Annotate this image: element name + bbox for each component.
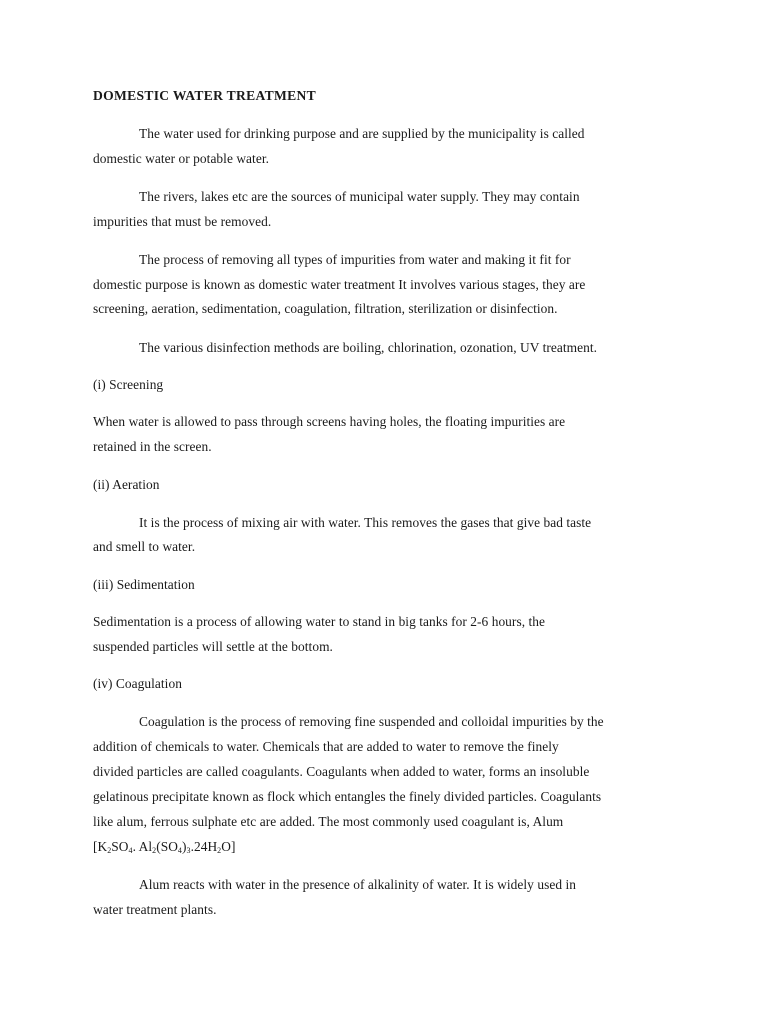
paragraph-line: Sedimentation is a process of allowing water to stand in big tanks for 2-6 hours, the: [93, 614, 546, 629]
paragraph-line: It is the process of mixing air with water. This removes the gases that give bad taste: [139, 515, 592, 530]
section-heading-aeration: (ii) Aeration: [93, 477, 160, 492]
paragraph-line: impurities that must be removed.: [93, 214, 272, 229]
paragraph-line: Coagulation is the process of removing fine suspended and colloidal impurities by the: [139, 714, 604, 729]
paragraph-line: addition of chemicals to water. Chemicals that are added to water to remove the finely: [93, 739, 559, 754]
paragraph-line: like alum, ferrous sulphate etc are added. The most commonly used coagulant is, Alum: [93, 814, 564, 829]
paragraph-line: water treatment plants.: [93, 902, 217, 917]
alum-formula: [$K_2SO_4$. $Al_2(SO_4)_3.24H_2O$]: [93, 839, 236, 855]
paragraph-line: and smell to water.: [93, 539, 196, 554]
paragraph-line: When water is allowed to pass through screens having holes, the floating impurities are: [93, 414, 566, 429]
paragraph-line: The rivers, lakes etc are the sources of municipal water supply. They may contain: [139, 189, 580, 204]
paragraph-line: suspended particles will settle at the bottom.: [93, 639, 333, 654]
paragraph-line: domestic water or potable water.: [93, 151, 269, 166]
paragraph-line: The water used for drinking purpose and are supplied by the municipality is called: [139, 126, 585, 141]
paragraph-line: retained in the screen.: [93, 439, 212, 454]
document-title: DOMESTIC WATER TREATMENT: [93, 88, 316, 103]
paragraph-line: The various disinfection methods are boiling, chlorination, ozonation, UV treatment.: [139, 340, 598, 355]
paragraph-line: Alum reacts with water in the presence of alkalinity of water. It is widely used in: [139, 877, 576, 892]
paragraph-line: screening, aeration, sedimentation, coagulation, filtration, sterilization or disinfection.: [93, 301, 558, 316]
paragraph-line: gelatinous precipitate known as flock which entangles the finely divided particles. Coagulants: [93, 789, 602, 804]
paragraph-line: The process of removing all types of impurities from water and making it fit for: [139, 252, 571, 267]
section-heading-coagulation: (iv) Coagulation: [93, 676, 182, 691]
section-heading-screening: (i) Screening: [93, 377, 164, 392]
paragraph-line: divided particles are called coagulants. Coagulants when added to water, forms an insoluble: [93, 764, 590, 779]
section-heading-sedimentation: (iii) Sedimentation: [93, 577, 195, 592]
paragraph-line: domestic purpose is known as domestic water treatment It involves various stages, they are: [93, 277, 586, 292]
